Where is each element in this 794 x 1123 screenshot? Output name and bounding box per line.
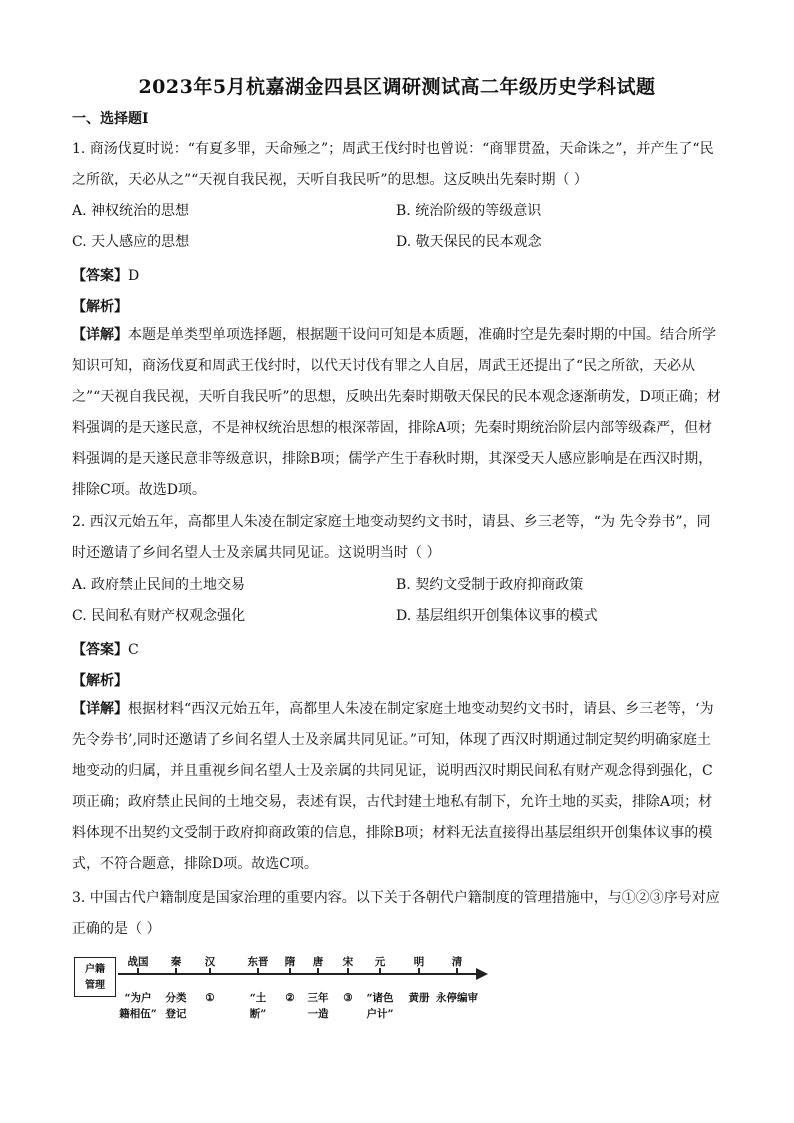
detail-line: 知识可知，商汤伐夏和周武王伐纣时，以代天讨伐有罪之人自居，周武王还提出了“民之所欲，天必从: [72, 358, 696, 374]
timeline-measure-line: 永停编审: [436, 992, 478, 1004]
detail-line: 地变动的归属，并且重视乡间名望人士及亲属的共同见证，说明西汉时期民间私有财产观念得到强化，C: [72, 763, 713, 779]
section-heading: 一、选择题Ⅰ: [72, 111, 149, 127]
detail-line: 排除C项。故选D项。: [72, 482, 206, 498]
option-a: A. 神权统治的思想: [72, 203, 190, 219]
detail-label: 【详解】: [72, 701, 128, 717]
analysis-2-label: 【解析】: [72, 673, 128, 689]
timeline-measure-line: 三年: [307, 992, 329, 1004]
answer-1: [72, 265, 139, 285]
timeline-measure: [343, 990, 352, 1006]
timeline-dynasty: 东晋: [247, 956, 269, 968]
question-3-line: 正确的是（ ）: [72, 921, 161, 937]
timeline-measure-line: ①: [205, 992, 215, 1004]
question-1-line: 1. 商汤伐夏时说：“有夏多罪，天命殛之”；周武王伐纣时也曾说：“商罪贯盈，天命诛之”，并产生了“民: [72, 141, 714, 157]
option-d: D. 敬天保民的民本观念: [396, 234, 542, 250]
timeline-label-line: 管理: [85, 980, 105, 991]
detail-line: 根据材料“西汉元始五年，高都里人朱凌在制定家庭土地变动契约文书时，请县、乡三老等，‘为: [128, 701, 714, 717]
timeline-dynasty: 清: [451, 956, 463, 968]
timeline-dynasty: 明: [413, 956, 425, 968]
timeline-dynasty: 宋: [342, 956, 354, 968]
timeline-measure: [366, 990, 393, 1022]
option-d: D. 基层组织开创集体议事的模式: [396, 608, 598, 624]
timeline-dynasty: 隋: [284, 956, 296, 968]
timeline-measure-line: “土: [249, 992, 267, 1004]
detail-line: 式，不符合题意，排除D项。故选C项。: [72, 856, 318, 872]
timeline-measure-line: ③: [343, 992, 353, 1004]
detail-line: 先令券书’,同时还邀请了乡间名望人士及亲属共同见证。”可知，体现了西汉时期通过制定契约明确家庭土: [72, 732, 712, 748]
timeline-measure: [205, 990, 214, 1006]
option-b: B. 统治阶级的等级意识: [396, 203, 542, 219]
timeline-measure: [250, 990, 267, 1022]
question-2-line: 时还邀请了乡间名望人士及亲属共同见证。这说明当时（ ）: [72, 545, 441, 561]
question-2-line: 2. 西汉元始五年，高都里人朱凌在制定家庭土地变动契约文书时，请县、乡三老等，“为 先令券书”，同: [72, 514, 711, 530]
timeline-measure-line: 黄册: [408, 992, 430, 1004]
option-a: A. 政府禁止民间的土地交易: [72, 577, 246, 593]
timeline-arrow-icon: [476, 968, 488, 980]
question-1-line: 之所欲，天必从之”“天视自我民视，天听自我民听”的思想。这反映出先秦时期（ ）: [72, 172, 588, 188]
answer-value: C: [128, 642, 139, 658]
timeline-measure-line: “诸色: [366, 992, 394, 1004]
question-3-stem: [72, 883, 722, 945]
detail-line: 料体现不出契约文受制于政府抑商政策的信息，排除B项；材料无法直接得出基层组织开创集体议事的模: [72, 825, 713, 841]
timeline-measure-line: ②: [285, 992, 295, 1004]
option-c: C. 天人感应的思想: [72, 234, 190, 250]
timeline-measure-line: 一造: [307, 1008, 329, 1020]
detail-line: 料强调的是天遂民意，不是神权统治思想的根深蒂固，排除A项；先秦时期统治阶层内部等级森严，但材: [72, 420, 713, 436]
timeline-measure-line: 籍相伍”: [119, 1008, 157, 1020]
timeline-measure: [166, 990, 187, 1022]
detail-line: 项正确；政府禁止民间的土地交易，表述有误，古代封建土地私有制下，允许土地的买卖，排除A项；材: [72, 794, 713, 810]
detail-label: 【详解】: [72, 327, 128, 343]
timeline-dynasty: 唐: [312, 956, 324, 968]
answer-value: D: [128, 268, 140, 284]
option-c: C. 民间私有财产权观念强化: [72, 608, 246, 624]
detail-line: 料强调的是天遂民意非等级意识，排除B项；儒学产生于春秋时期，其深受天人感应影响是在西汉时期，: [72, 451, 713, 467]
timeline-measure-line: 户计”: [366, 1008, 394, 1020]
timeline-measure-line: 登记: [165, 1008, 187, 1020]
detail-line: 本题是单类型单项选择题，根据题干设问可知是本质题，准确时空是先秦时期的中国。结合所学: [128, 327, 716, 343]
page-title: 2023年5月杭嘉湖金四县区调研测试高二年级历史学科试题: [138, 76, 656, 98]
question-1-detail: [72, 320, 722, 506]
question-2-stem: [72, 507, 722, 569]
answer-label: 【答案】: [72, 268, 128, 284]
timeline-measure-line: 断”: [249, 1008, 267, 1020]
answer-label: 【答案】: [72, 642, 128, 658]
timeline-axis: [118, 973, 478, 975]
timeline-measure-line: 分类: [165, 992, 187, 1004]
timeline-measure: [436, 990, 478, 1006]
question-2-detail: [72, 694, 722, 880]
timeline-measure-line: “为户: [124, 992, 152, 1004]
timeline-measure: [119, 990, 157, 1022]
timeline-label-box: [74, 957, 116, 997]
question-2-options: [72, 570, 722, 632]
timeline-dynasty: 汉: [204, 956, 216, 968]
analysis-1-label: 【解析】: [72, 299, 128, 315]
timeline-measure: [308, 990, 329, 1022]
household-registration-timeline: [72, 950, 502, 1030]
option-b: B. 契约文受制于政府抑商政策: [396, 577, 584, 593]
timeline-dynasty: 秦: [170, 956, 182, 968]
timeline-dynasty: 战国: [127, 956, 149, 968]
question-1-options: [72, 196, 722, 258]
question-1-stem: [72, 134, 722, 196]
timeline-dynasty: 元: [374, 956, 386, 968]
question-3-line: 3. 中国古代户籍制度是国家治理的重要内容。以下关于各朝代户籍制度的管理措施中，与①②③序号对应: [72, 890, 720, 906]
timeline-label-line: 户籍: [85, 964, 105, 975]
answer-2: [72, 639, 139, 659]
timeline-measure: [285, 990, 294, 1006]
timeline-measure: [409, 990, 430, 1006]
detail-line: 之”“天视自我民视，天听自我民听”的思想，反映出先秦时期敬天保民的民本观念逐渐萌发，D项正确；材: [72, 389, 721, 405]
